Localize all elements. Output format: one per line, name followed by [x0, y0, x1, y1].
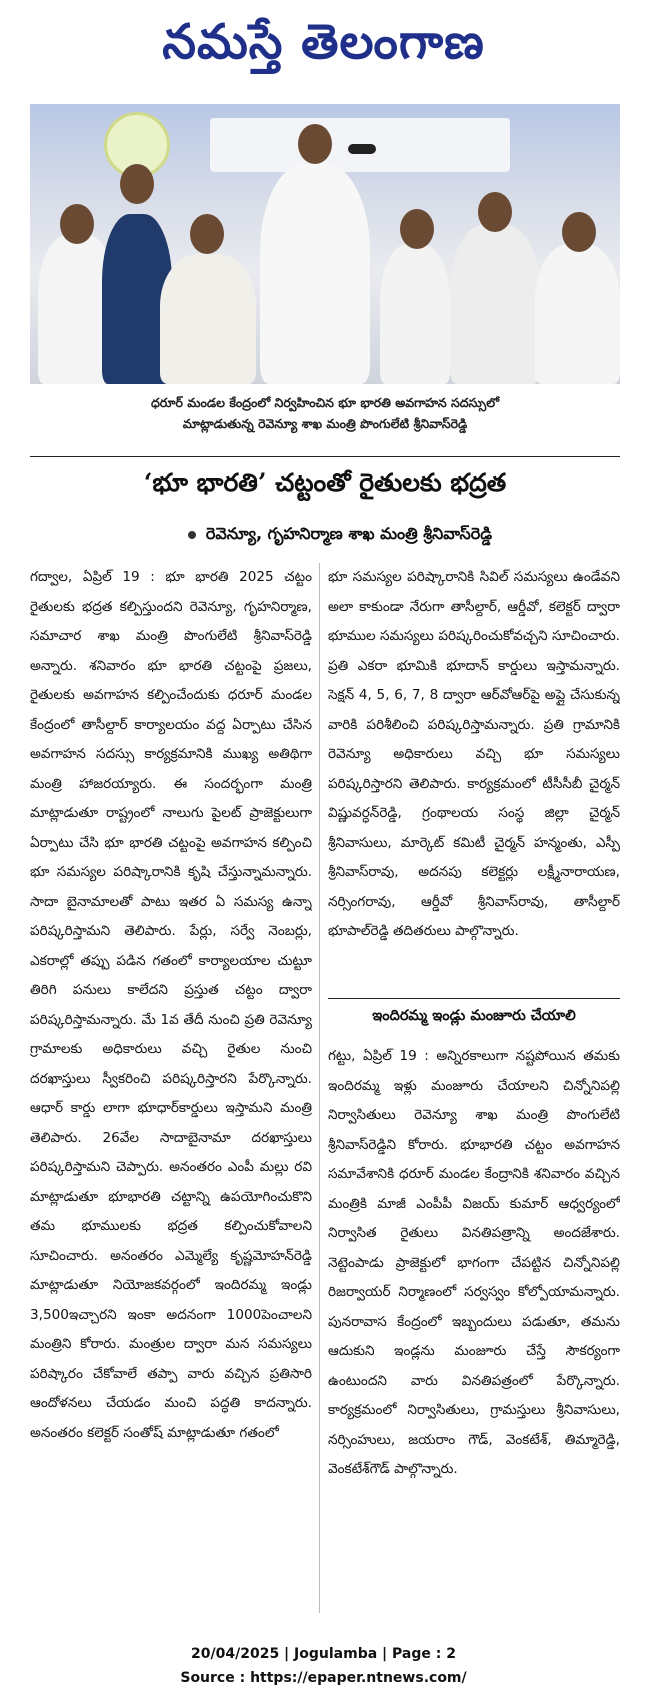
person-figure	[450, 224, 540, 384]
article-subhead	[60, 522, 620, 546]
news-photo	[30, 104, 620, 384]
divider	[30, 456, 620, 457]
speaker-figure	[260, 164, 370, 384]
article-column-right-top: భూ సమస్యల పరిష్కారానికి సివిల్ సమస్యలు ఉండేవని అలా కాకుండా నేరుగా తాసీల్దార్, ఆర్డీవో, కలెక్టర్ ద్వారా భూముల సమస్యలు పరిష్కరించుకోవచ్చని సూచించారు. ప్రతి ఎకరా భూమికి భూదాన్ కార్డులు ఇస్తామన్నారు. సెక్షన్ 4, 5, 6, 7, 8 ద్వారా ఆర్‌వోఆర్‌పై అప్లై చేసుకున్న వారికి పరిశీలించి పరిష్కరిస్తామన్నారు. ప్రతి గ్రామానికి రెవెన్యూ అధికారులు వచ్చి భూ సమస్యలు పరిష్కరిస్తారని తెలిపారు. కార్యక్రమంలో టీసీసీబీ చైర్మన్ విష్ణువర్ధన్‌రెడ్డి, గ్రంథాలయ సంస్థ జిల్లా చైర్మన్ శ్రీనివాసులు, మార్కెట్ కమిటీ చైర్మన్ హన్మంతు, ఎస్పీ శ్రీనివాస్‌రావు, అదనపు కలెక్టర్లు లక్ష్మీనారాయణ, నర్సింగరావు, ఆర్డీవో శ్రీనివాస్‌రావు, తాసీల్దార్ భూపాల్‌రెడ్డి తదితరులు పాల్గొన్నారు.	[328, 569, 620, 939]
person-head	[60, 204, 94, 244]
person-figure	[380, 244, 450, 384]
photo-caption	[30, 392, 620, 434]
edition-line: 20/04/2025 | Jogulamba | Page : 2	[191, 1646, 456, 1662]
person-head	[478, 192, 512, 232]
article-column-right-bottom: గట్టు, ఏప్రిల్ 19 : అన్నిరకాలుగా నష్టపోయిన తమకు ఇందిరమ్మ ఇళ్లు మంజూరు చేయాలని చిన్నోనిపల్లి నిర్వాసితులు రెవెన్యూ శాఖ మంత్రి పొంగులేటి శ్రీనివాస్‌రెడ్డిని కోరారు. భూభారతి చట్టం అవగాహన సమావేశానికి ధరూర్ మండల కేంద్రానికి శనివారం వచ్చిన మంత్రికి మాజీ ఎంపీపీ విజయ్ కుమార్ ఆధ్వర్యంలో నిర్వాసిత రైతులు వినతిపత్రాన్ని అందజేశారు. నెట్టెంపాడు ప్రాజెక్టులో భాగంగా చేపట్టిన చిన్నోనిపల్లి రిజర్వాయర్ నిర్మాణంలో సర్వస్వం కోల్పోయామన్నారు. పునరావాస కేంద్రంలో ఇబ్బందులు పడుతూ, తమను ఆదుకుని ఇండ్లను మంజూరు చేస్తే సౌకర్యంగా ఉంటుందని వారు వినతిపత్రంలో పేర్కొన్నారు. కార్యక్రమంలో నిర్వాసితులు, గ్రామస్తులు శ్రీనివాసులు, నర్సింహులు, జయరాం గౌడ్, వెంకటేశ్, తిమ్మారెడ్డి, వెంకటేశ్‌గౌడ్ పాల్గొన్నారు.	[328, 1048, 620, 1477]
bullet-icon	[188, 531, 196, 539]
masthead-title: నమస్తే తెలంగాణ	[162, 14, 485, 70]
person-figure	[535, 244, 620, 384]
person-head	[400, 209, 434, 249]
speaker-head	[298, 124, 332, 164]
person-figure	[160, 254, 256, 384]
microphone-icon	[348, 144, 376, 154]
article-headline: ‘భూ భారతి’ చట్టంతో రైతులకు భద్రత	[143, 468, 507, 497]
caption-line-2: మాట్లాడుతున్న రెవెన్యూ శాఖ మంత్రి పొంగులేటి శ్రీనివాస్‌రెడ్డి	[182, 416, 468, 431]
subhead-text: రెవెన్యూ, గృహనిర్మాణ శాఖ మంత్రి శ్రీనివాస్‌రెడ్డి	[205, 524, 493, 543]
person-head	[120, 164, 154, 204]
caption-line-1: ధరూర్ మండల కేంద్రంలో నిర్వహించిన భూ భారతి అవగాహన సదస్సులో	[150, 395, 500, 410]
person-head	[190, 214, 224, 254]
source-line: Source : https://epaper.ntnews.com/	[180, 1670, 467, 1686]
article-column-left: గద్వాల, ఏప్రిల్ 19 : భూ భారతి 2025 చట్టం రైతులకు భద్రత కల్పిస్తుందని రెవెన్యూ, గృహనిర్మాణ, సమాచార శాఖ మంత్రి పొంగులేటి శ్రీనివాస్‌రెడ్డి అన్నారు. శనివారం భూ భారతి చట్టంపై ప్రజలు, రైతులకు అవగాహన కల్పించేందుకు ధరూర్ మండల కేంద్రంలో తాసీల్దార్ కార్యాలయం వద్ద ఏర్పాటు చేసిన అవగాహన సదస్సు కార్యక్రమానికి ముఖ్య అతిథిగా మంత్రి హాజరయ్యారు. ఈ సందర్భంగా మంత్రి మాట్లాడుతూ రాష్ట్రంలో నాలుగు పైలట్ ప్రాజెక్టులుగా ఏర్పాటు చేసి భూ భారతి చట్టంపై అవగాహన కల్పించి భూ సమస్యల పరిష్కారానికి కృషి చేస్తున్నామన్నారు. సాదా బైనామాలతో పాటు ఇతర ఏ సమస్య ఉన్నా పరిష్కరిస్తామని తెలిపారు. పేర్లు, సర్వే నెంబర్లు, ఎకరాల్లో తప్పు పడిన గతంలో కార్యాలయాల చుట్టూ తిరిగి పనులు కాలేదని ప్రస్తుత చట్టం ద్వారా పరిష్కరిస్తామన్నారు. మే 1వ తేదీ నుంచి ప్రతి రెవెన్యూ గ్రామాలకు అధికారులు వచ్చి రైతుల నుంచి దరఖాస్తులు స్వీకరించి పరిష్కరిస్తారని పేర్కొన్నారు. ఆధార్ కార్డు లాగా భూధార్‌కార్డులు ఇస్తామని మంత్రి తెలిపారు. 26వేల సాదాబైనామా దరఖాస్తులు పరిష్కరిస్తామని చెప్పారు. అనంతరం ఎంపీ మల్లు రవి మాట్లాడుతూ భూభారతి చట్టాన్ని ఉపయోగించుకొని తమ భూములకు భద్రత కల్పించుకోవాలని సూచించారు. అనంతరం ఎమ్మెల్యే కృష్ణమోహన్‌రెడ్డి మాట్లాడుతూ నియోజకవర్గంలో ఇందిరమ్మ ఇండ్లు 3,500ఇచ్చారని ఇంకా అదనంగా 1000పెంచాలని మంత్రిని కోరారు. మంత్రుల ద్వారా మన సమస్యలు పరిష్కారం చేకోవాలే తప్పా వారు వచ్చిన ప్రతిసారి ఆందోళనలు చేయడం మంచి పద్ధతి కాదన్నారు. అనంతరం కలెక్టర్ సంతోష్ మాట్లాడుతూ గతంలో	[30, 569, 312, 1441]
column-divider	[319, 563, 320, 1613]
person-head	[562, 212, 596, 252]
divider	[328, 998, 620, 999]
second-story-title: ఇందిరమ్మ ఇండ్లు మంజూరు చేయాలి	[372, 1008, 576, 1024]
